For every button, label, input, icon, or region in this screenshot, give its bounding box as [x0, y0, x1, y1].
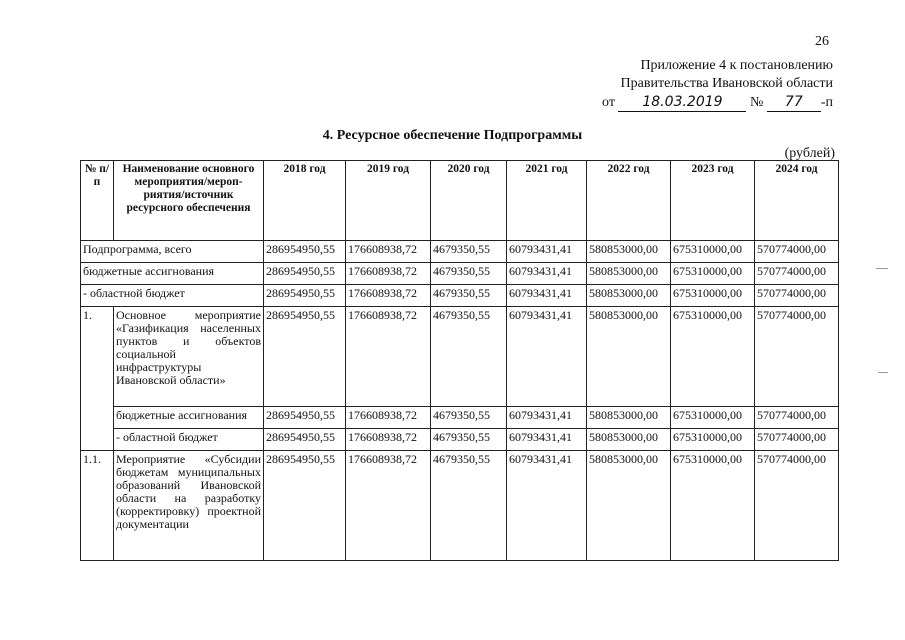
handwritten-date: 18.03.2019	[618, 93, 746, 112]
value-cell: 176608938,72	[346, 241, 431, 263]
value-cell: 570774000,00	[755, 407, 839, 429]
value-cell: 675310000,00	[671, 241, 755, 263]
value-cell: 176608938,72	[346, 429, 431, 451]
table-row	[81, 451, 839, 561]
header-cell: 2021 год	[507, 161, 587, 241]
appendix-date-line	[602, 93, 833, 112]
row-number: 1.	[81, 307, 114, 451]
value-cell: 60793431,41	[507, 451, 587, 561]
row-label: Основное мероприятие «Газификация населенных пунктов и объектов социальной инфраструктуры Ивановской области»	[114, 307, 264, 407]
value-cell: 675310000,00	[671, 429, 755, 451]
value-cell: 570774000,00	[755, 241, 839, 263]
value-cell: 60793431,41	[507, 285, 587, 307]
section-title: 4. Ресурсное обеспечение Подпрограммы	[322, 128, 583, 143]
value-cell: 580853000,00	[587, 407, 671, 429]
value-cell: 286954950,55	[264, 285, 346, 307]
row-label: бюджетные ассигнования	[114, 407, 264, 429]
value-cell: 570774000,00	[755, 263, 839, 285]
value-cell: 4679350,55	[431, 307, 507, 407]
header-cell: 2020 год	[431, 161, 507, 241]
number-label: №	[749, 95, 764, 110]
header-cell: 2019 год	[346, 161, 431, 241]
row-label: Подпрограмма, всего	[81, 241, 264, 263]
value-cell: 60793431,41	[507, 263, 587, 285]
value-cell: 286954950,55	[264, 451, 346, 561]
value-cell: 580853000,00	[587, 429, 671, 451]
value-cell: 176608938,72	[346, 307, 431, 407]
value-cell: 60793431,41	[507, 307, 587, 407]
from-label: от	[602, 95, 615, 110]
value-cell: 675310000,00	[671, 407, 755, 429]
row-label: - областной бюджет	[114, 429, 264, 451]
value-cell: 176608938,72	[346, 285, 431, 307]
value-cell: 570774000,00	[755, 429, 839, 451]
value-cell: 286954950,55	[264, 429, 346, 451]
value-cell: 176608938,72	[346, 451, 431, 561]
value-cell: 176608938,72	[346, 407, 431, 429]
value-cell: 580853000,00	[587, 285, 671, 307]
header-cell: 2024 год	[755, 161, 839, 241]
page-number: 26	[815, 34, 829, 49]
value-cell: 675310000,00	[671, 307, 755, 407]
value-cell: 4679350,55	[431, 451, 507, 561]
unit-label: (рублей)	[784, 146, 835, 161]
value-cell: 570774000,00	[755, 451, 839, 561]
value-cell: 675310000,00	[671, 263, 755, 285]
value-cell: 580853000,00	[587, 307, 671, 407]
value-cell: 60793431,41	[507, 407, 587, 429]
resource-table	[80, 160, 839, 561]
value-cell: 176608938,72	[346, 263, 431, 285]
value-cell: 675310000,00	[671, 451, 755, 561]
row-number: 1.1.	[81, 451, 114, 561]
appendix-line-2: Правительства Ивановской области	[620, 76, 833, 91]
table-row	[81, 285, 839, 307]
table-header-row	[81, 161, 839, 241]
value-cell: 4679350,55	[431, 429, 507, 451]
row-label: - областной бюджет	[81, 285, 264, 307]
header-cell: № п/п	[81, 161, 114, 241]
value-cell: 4679350,55	[431, 263, 507, 285]
appendix-line-1: Приложение 4 к постановлению	[640, 58, 833, 73]
value-cell: 60793431,41	[507, 429, 587, 451]
table-row	[81, 241, 839, 263]
handwritten-number: 77	[767, 93, 821, 112]
value-cell: 4679350,55	[431, 285, 507, 307]
header-cell: 2018 год	[264, 161, 346, 241]
row-label: бюджетные ассигнования	[81, 263, 264, 285]
value-cell: 675310000,00	[671, 285, 755, 307]
header-cell: 2023 год	[671, 161, 755, 241]
scan-mark	[878, 372, 888, 373]
value-cell: 286954950,55	[264, 407, 346, 429]
table-row	[81, 429, 839, 451]
scan-mark	[876, 268, 888, 269]
row-label: Мероприятие «Субсидии бюджетам муниципальных образований Ивановской области на разработку (корректировку) проектной документации	[114, 451, 264, 561]
header-cell: Наименование основного мероприятия/мероп-риятия/источник ресурсного обеспечения	[114, 161, 264, 241]
value-cell: 286954950,55	[264, 263, 346, 285]
value-cell: 580853000,00	[587, 451, 671, 561]
appendix-header	[602, 57, 833, 112]
value-cell: 570774000,00	[755, 285, 839, 307]
table-row	[81, 263, 839, 285]
header-cell: 2022 год	[587, 161, 671, 241]
table-row	[81, 407, 839, 429]
number-suffix: -п	[820, 95, 833, 110]
value-cell: 4679350,55	[431, 241, 507, 263]
value-cell: 570774000,00	[755, 307, 839, 407]
value-cell: 580853000,00	[587, 263, 671, 285]
value-cell: 286954950,55	[264, 241, 346, 263]
table-row	[81, 307, 839, 407]
value-cell: 60793431,41	[507, 241, 587, 263]
value-cell: 4679350,55	[431, 407, 507, 429]
value-cell: 580853000,00	[587, 241, 671, 263]
value-cell: 286954950,55	[264, 307, 346, 407]
